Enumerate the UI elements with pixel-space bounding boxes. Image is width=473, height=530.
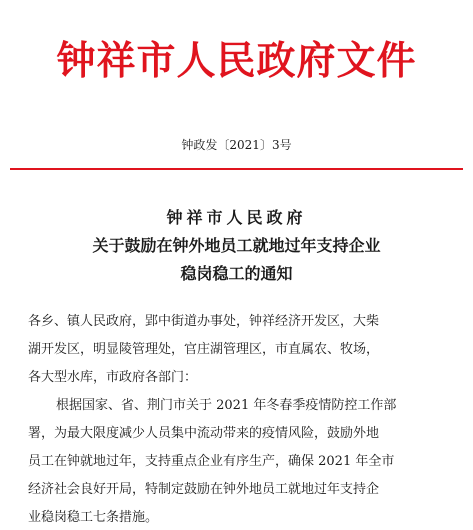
paragraph-line: 根据国家、省、荆门市关于 2021 年冬春季疫情防控工作部 bbox=[56, 398, 397, 413]
addressee-line: 各大型水库，市政府各部门： bbox=[28, 370, 198, 385]
paragraph-line: 经济社会良好开局，特制定鼓励在钟外地员工就地过年支持企 bbox=[28, 482, 380, 497]
addressee-line: 各乡、镇人民政府，郢中街道办事处，钟祥经济开发区，大柴 bbox=[28, 314, 380, 329]
paragraph-line: 员工在钟就地过年，支持重点企业有序生产，确保 2021 年全市 bbox=[28, 454, 395, 469]
notice-title-line: 稳岗稳工的通知 bbox=[180, 264, 293, 283]
notice-title-issuer: 钟祥市人民政府 bbox=[166, 208, 307, 227]
notice-title-line: 关于鼓励在钟外地员工就地过年支持企业 bbox=[92, 236, 381, 255]
paragraph-line: 业稳岗稳工七条措施。 bbox=[28, 510, 159, 525]
document-number: 钟政发〔2021〕3号 bbox=[181, 138, 292, 152]
document-header-title: 钟祥市人民政府文件 bbox=[56, 38, 417, 84]
paragraph-line: 署，为最大限度减少人员集中流动带来的疫情风险，鼓励外地 bbox=[28, 426, 380, 441]
red-divider-line bbox=[10, 168, 463, 170]
addressee-line: 湖开发区，明显陵管理处，官庄湖管理区，市直属农、牧场， bbox=[28, 342, 380, 357]
